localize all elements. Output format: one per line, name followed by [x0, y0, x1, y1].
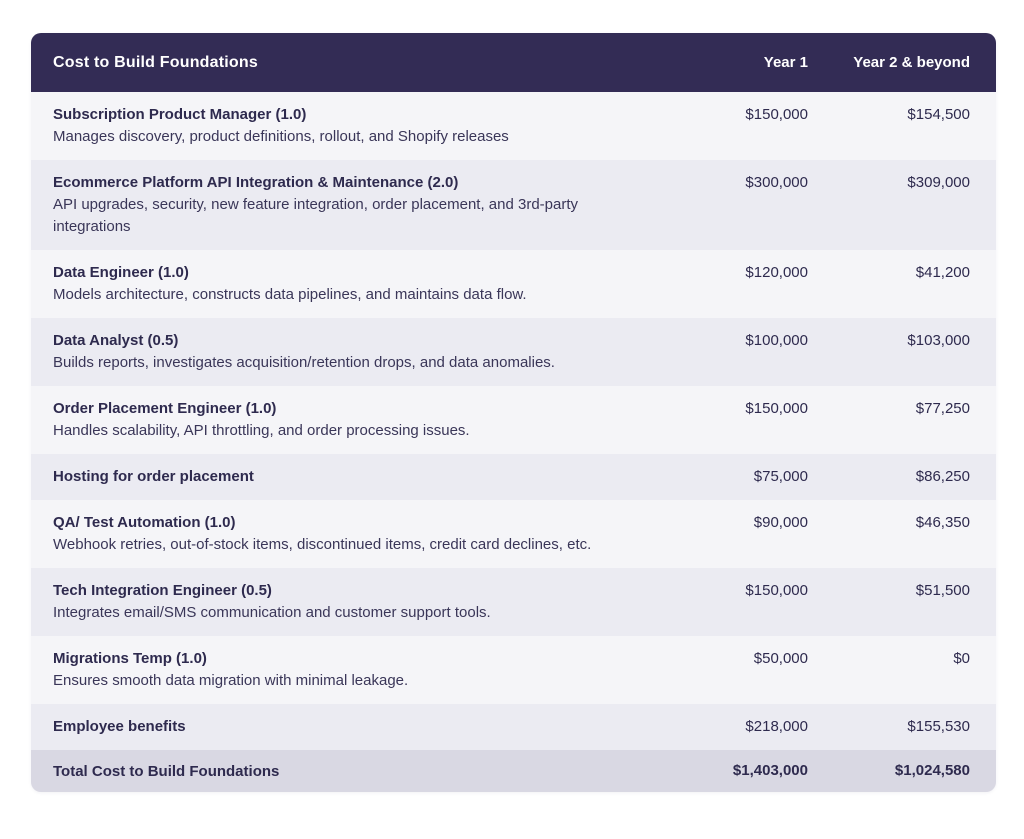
row-year2-value: $51,500 — [915, 582, 970, 599]
row-year1-value: $150,000 — [745, 400, 808, 417]
row-year1-value: $90,000 — [753, 514, 808, 531]
row-title: Subscription Product Manager (1.0) — [53, 106, 307, 123]
row-title: Data Engineer (1.0) — [53, 264, 189, 281]
row-main — [53, 716, 658, 738]
table-row — [31, 250, 996, 318]
row-description: Webhook retries, out-of-stock items, discontinued items, credit card declines, etc. — [53, 536, 592, 553]
row-title: Employee benefits — [53, 718, 186, 735]
row-year1-value: $300,000 — [745, 174, 808, 191]
row-title: QA/ Test Automation (1.0) — [53, 514, 236, 531]
row-year1-value: $50,000 — [753, 650, 808, 667]
row-year2-value: $0 — [953, 650, 970, 667]
row-description: Handles scalability, API throttling, and order processing issues. — [53, 422, 470, 439]
table-header-row — [31, 33, 996, 92]
row-year1-value: $100,000 — [745, 332, 808, 349]
table-title: Cost to Build Foundations — [53, 53, 258, 71]
table-row — [31, 636, 996, 704]
column-header-year2: Year 2 & beyond — [853, 54, 970, 71]
row-main — [53, 398, 658, 442]
table-row — [31, 568, 996, 636]
table-row — [31, 704, 996, 750]
row-title: Tech Integration Engineer (0.5) — [53, 582, 272, 599]
row-year2-value: $46,350 — [915, 514, 970, 531]
total-year1-value: $1,403,000 — [732, 762, 808, 779]
row-year2-value: $155,530 — [907, 718, 970, 735]
table-total-row — [31, 750, 996, 792]
table-row — [31, 386, 996, 454]
row-description: Manages discovery, product definitions, rollout, and Shopify releases — [53, 128, 509, 145]
row-main — [53, 580, 658, 624]
row-description: Models architecture, constructs data pipelines, and maintains data flow. — [53, 286, 527, 303]
row-year1-value: $150,000 — [745, 106, 808, 123]
row-year1-value: $75,000 — [753, 468, 808, 485]
row-main — [53, 104, 658, 148]
row-title: Hosting for order placement — [53, 468, 254, 485]
total-label: Total Cost to Build Foundations — [53, 762, 280, 780]
row-main — [53, 512, 658, 556]
row-year2-value: $77,250 — [915, 400, 970, 417]
row-main — [53, 648, 658, 692]
cost-table — [31, 33, 996, 792]
row-main — [53, 172, 658, 238]
table-row — [31, 92, 996, 160]
row-title: Order Placement Engineer (1.0) — [53, 400, 277, 417]
row-description: API upgrades, security, new feature integration, order placement, and 3rd-party integrations — [53, 196, 579, 235]
row-year2-value: $154,500 — [907, 106, 970, 123]
column-header-year1: Year 1 — [763, 54, 808, 71]
table-row — [31, 160, 996, 250]
row-year2-value: $309,000 — [907, 174, 970, 191]
row-year1-value: $120,000 — [745, 264, 808, 281]
total-year2-value: $1,024,580 — [894, 762, 970, 779]
row-description: Ensures smooth data migration with minimal leakage. — [53, 672, 409, 689]
row-year2-value: $41,200 — [915, 264, 970, 281]
row-description: Builds reports, investigates acquisition/retention drops, and data anomalies. — [53, 354, 555, 371]
row-title: Ecommerce Platform API Integration & Maintenance (2.0) — [53, 174, 459, 191]
row-title: Data Analyst (0.5) — [53, 332, 179, 349]
row-year1-value: $150,000 — [745, 582, 808, 599]
table-body — [31, 92, 996, 750]
table-row — [31, 500, 996, 568]
row-main — [53, 262, 658, 306]
row-description: Integrates email/SMS communication and customer support tools. — [53, 604, 491, 621]
table-row — [31, 318, 996, 386]
row-year2-value: $86,250 — [915, 468, 970, 485]
table-row — [31, 454, 996, 500]
row-year2-value: $103,000 — [907, 332, 970, 349]
row-title: Migrations Temp (1.0) — [53, 650, 207, 667]
row-year1-value: $218,000 — [745, 718, 808, 735]
row-main — [53, 330, 658, 374]
row-main — [53, 466, 658, 488]
